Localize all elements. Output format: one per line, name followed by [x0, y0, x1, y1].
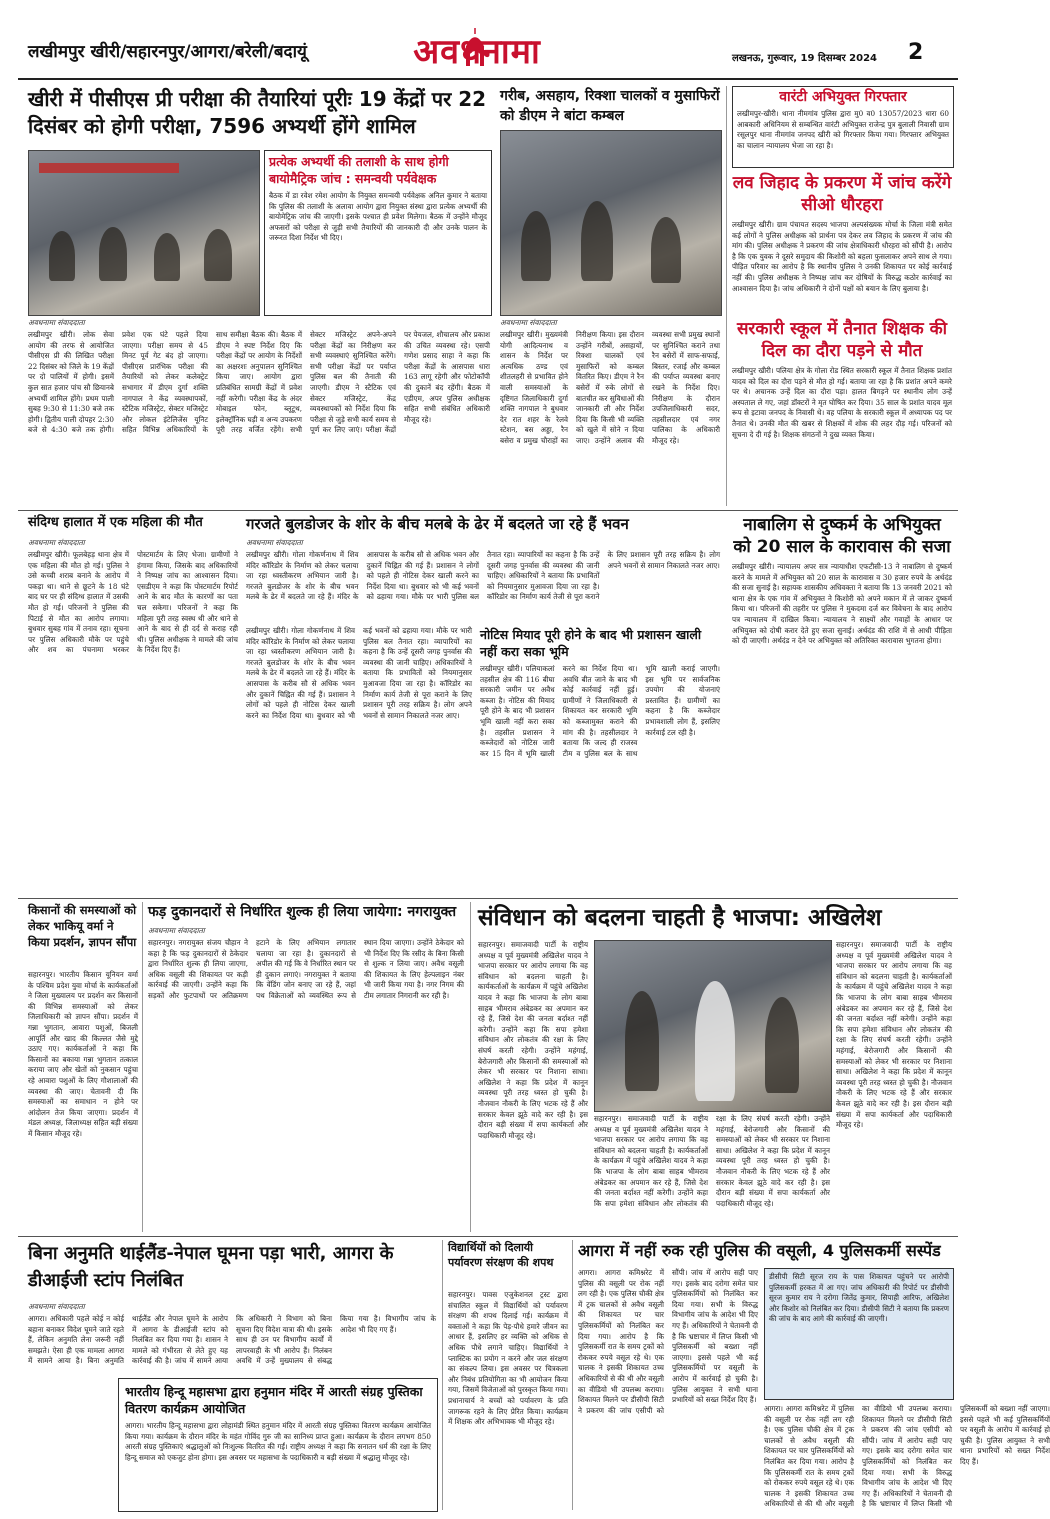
masthead-logo: [392, 26, 562, 74]
police-body: आगरा। आगरा कमिश्नरेट में पुलिस की वसूली पर रोक नहीं लग रही है। एक पुलिस चौकी क्षेत्र में ट्रक चालकों से अवैध वसूली की शिकायत पर चार पुलिसकर्मियों को निलंबित कर दिया गया। आरोप है कि पुलिसकर्मी रात के समय ट्रकों को रोककर रुपये वसूल रहे थे। एक चालक ने इसकी शिकायत उच्च अधिकारियों से की थी और वसूली का वीडियो भी उपलब्ध कराया। शिकायत मिलने पर डीसीपी सिटी ने प्रकरण की जांच एसीपी को सौंपी। जांच में आरोप सही पाए गए। इसके बाद दरोगा समेत चार पुलिसकर्मियों को निलंबित कर दिया गया। सभी के विरुद्ध विभागीय जांच के आदेश भी दिए गए हैं। अधिकारियों ने चेतावनी दी है कि भ्रष्टाचार में लिप्त किसी भी पुलिसकर्मी को बख्शा नहीं जाएगा। इससे पहले भी कई पुलिसकर्मियों पर वसूली के आरोप में कार्रवाई हो चुकी है। पुलिस आयुक्त ने सभी थाना प्रभारियों को सख्त निर्देश दिए हैं।: [578, 1268, 759, 1415]
column-divider-5: [572, 1240, 573, 1510]
bulldozer-body: लखीमपुर खीरी। गोला गोकर्णनाथ में शिव मंदिर कॉरिडोर के निर्माण को लेकर चलाया जा रहा ध्वस्तीकरण अभियान जारी है। गरजते बुलडोजर के शोर के बीच भवन मलबे के ढेर में बदलते जा रहे हैं। मंदिर के आसपास के करीब सौ से अधिक भवन और दुकानें चिह्नित की गई हैं। प्रशासन ने लोगों को पहले ही नोटिस देकर खाली करने का निर्देश दिया था। बुधवार को भी कई भवनों को ढहाया गया। मौके पर भारी पुलिस बल तैनात रहा। व्यापारियों का कहना है कि उन्हें दूसरी जगह पुनर्वास की व्यवस्था की जानी चाहिए। अधिकारियों ने बताया कि प्रभावितों को नियमानुसार मुआवजा दिया जा रहा है। कॉरिडोर का निर्माण कार्य तेजी से पूरा कराने के लिए प्रशासन पूरी तरह सक्रिय है। लोग अपने भवनों से सामान निकालते नजर आए।: [246, 550, 720, 602]
farmers-story: [28, 902, 138, 1232]
lead-headline: खीरी में पीसीएस प्री परीक्षा की तैयारियां पूरीः 19 केंद्रों पर 22 दिसंबर को होगी परीक्षा, 7596 अभ्यर्थी होंगे शामिल: [28, 87, 487, 138]
constitution-photo: [594, 940, 832, 1112]
love-jihad-body: लखीमपुर खीरी। ग्राम पंचायत सदस्य भाजपा अल्पसंख्यक मोर्चा के जिला मंत्री समेत कई लोगों ने पुलिस अधीक्षक को प्रार्थना पत्र देकर लव जिहाद के प्रकरण में जांच की मांग की। पुलिस अधीक्षक ने प्रकरण की जांच क्षेत्राधिकारी धौरहरा को सौंपी है। आरोप है कि एक युवक ने दूसरे समुदाय की किशोरी को बहला फुसलाकर अपने साथ ले गया। पीड़ित परिवार का आरोप है कि स्थानीय पुलिस ने उनकी शिकायत पर कोई कार्रवाई नहीं की। पुलिस अधीक्षक ने निष्पक्ष जांच कर दोषियों के विरुद्ध कठोर कार्रवाई का आश्वासन दिया है। जांच अधिकारी ने दोनों पक्षों को बयान के लिए बुलाया है।: [732, 220, 952, 293]
police-body-cont: आगरा। आगरा कमिश्नरेट में पुलिस की वसूली पर रोक नहीं लग रही है। एक पुलिस चौकी क्षेत्र में ट्रक चालकों से अवैध वसूली की शिकायत पर चार पुलिसकर्मियों को निलंबित कर दिया गया। आरोप है कि पुलिसकर्मी रात के समय ट्रकों को रोककर रुपये वसूल रहे थे। एक चालक ने इसकी शिकायत उच्च अधिकारियों से की थी और वसूली का वीडियो भी उपलब्ध कराया। शिकायत मिलने पर डीसीपी सिटी ने प्रकरण की जांच एसीपी को सौंपी। जांच में आरोप सही पाए गए। इसके बाद दरोगा समेत चार पुलिसकर्मियों को निलंबित कर दिया गया। सभी के विरुद्ध विभागीय जांच के आदेश भी दिए गए हैं। अधिकारियों ने चेतावनी दी है कि भ्रष्टाचार में लिप्त किसी भी पुलिसकर्मी को बख्शा नहीं जाएगा। इससे पहले भी कई पुलिसकर्मियों पर वसूली के आरोप में कार्रवाई हो चुकी है। पुलिस आयुक्त ने सभी थाना प्रभारियों को सख्त निर्देश दिए हैं।: [764, 1404, 1050, 1509]
shops-story: [148, 902, 464, 1232]
police-headline: आगरा में नहीं रुक रही पुलिस की वसूली, 4 पुलिसकर्मी सस्पेंड: [578, 1241, 941, 1260]
column-divider-4: [442, 1240, 443, 1510]
teacher-body: लखीमपुर खीरी। पलिया क्षेत्र के गोला रोड स्थित सरकारी स्कूल में तैनात शिक्षक प्रशांत यादव को दिल का दौरा पड़ने से मौत हो गई। बताया जा रहा है कि प्रशांत अपने कमरे पर थे। अचानक उन्हें दिल का दौरा पड़ा। हालत बिगड़ने पर स्थानीय लोग उन्हें अस्पताल ले गए, जहां डॉक्टरों ने मृत घोषित कर दिया। 35 साल के प्रशांत यादव मूल रूप से इटावा जनपद के निवासी थे। वह पलिया के सरकारी स्कूल में अध्यापक पद पर तैनात थे। उनकी मौत की खबर से शिक्षकों में शोक की लहर दौड़ गई। परिजनों को सूचना दे दी गई है। शिक्षक संगठनों ने दुख व्यक्त किया।: [732, 366, 952, 439]
warrant-headline: वारंटी अभियुक्त गिरफ्तार: [779, 89, 907, 105]
section-rule-1: [18, 510, 958, 511]
masthead-dateline: लखनऊ, गुरूवार, 19 दिसम्बर 2024: [732, 53, 877, 64]
blanket-photo: [500, 130, 722, 316]
warrant-story: [732, 86, 954, 168]
farmers-body: सहारनपुर। भारतीय किसान यूनियन वर्मा के पश्चिम प्रदेश युवा मोर्चा के कार्यकर्ताओं ने जिला मुख्यालय पर प्रदर्शन कर किसानों की विभिन्न समस्याओं को लेकर जिलाधिकारी को ज्ञापन सौंपा। प्रदर्शन में गन्ना भुगतान, आवारा पशुओं, बिजली आपूर्ति और खाद की किल्लत जैसे मुद्दे उठाए गए। कार्यकर्ताओं ने कहा कि किसानों का बकाया गन्ना भुगतान तत्काल कराया जाए और खेतों को नुकसान पहुंचा रहे आवारा पशुओं के लिए गौशालाओं की व्यवस्था की जाए। चेतावनी दी कि समस्याओं का समाधान न होने पर आंदोलन तेज किया जाएगा। प्रदर्शन में मंडल अध्यक्ष, जिलाध्यक्ष सहित बड़ी संख्या में किसान मौजूद रहे।: [28, 970, 138, 1138]
bulldozer-headline: गरजते बुलडोजर के शोर के बीच मलबे के ढेर में बदलते जा रहे हैं भवन: [246, 515, 629, 533]
section-rule-2: [18, 898, 958, 899]
shops-headline: फड़ दुकानदारों से निर्धारित शुल्क ही लिया जायेगा: नगरायुक्त: [148, 904, 457, 920]
constitution-body-right: सहारनपुर। समाजवादी पार्टी के राष्ट्रीय अध्यक्ष व पूर्व मुख्यमंत्री अखिलेश यादव ने भाजपा सरकार पर आरोप लगाया कि वह संविधान को बदलना चाहती है। कार्यकर्ताओं के कार्यक्रम में पहुंचे अखिलेश यादव ने कहा कि भाजपा के लोग बाबा साहब भीमराव अंबेडकर का अपमान कर रहे हैं, जिसे देश की जनता बर्दाश्त नहीं करेगी। उन्होंने कहा कि सपा हमेशा संविधान और लोकतंत्र की रक्षा के लिए संघर्ष करती रहेगी। उन्होंने महंगाई, बेरोजगारी और किसानों की समस्याओं को लेकर भी सरकार पर निशाना साधा। अखिलेश ने कहा कि प्रदेश में कानून व्यवस्था पूरी तरह ध्वस्त हो चुकी है। नौजवान नौकरी के लिए भटक रहे हैं और सरकार केवल झूठे वादे कर रही है। इस दौरान बड़ी संख्या में सपा कार्यकर्ता और पदाधिकारी मौजूद रहे।: [836, 940, 952, 1130]
aarti-headline: भारतीय हिन्दू महासभा द्वारा हनुमान मंदिर में आरती संग्रह पुस्तिका वितरण कार्यक्रम आयोजित: [125, 1384, 423, 1416]
love-jihad-headline: लव जिहाद के प्रकरण में जांच करेंगे सीओ धौरहरा: [732, 173, 952, 215]
shops-body: सहारनपुर। नगरायुक्त संजय चौहान ने कहा है कि फड़ दुकानदारों से ठेकेदार द्वारा निर्धारित शुल्क ही लिया जाएगा, अधिक वसूली की शिकायत पर कड़ी कार्रवाई की जाएगी। उन्होंने कहा कि सड़कों और फुटपाथों पर अतिक्रमण हटाने के लिए अभियान लगातार चलाया जा रहा है। दुकानदारों से अपील की गई कि वे निर्धारित स्थान पर ही दुकान लगाएं। नगरायुक्त ने बताया कि वेंडिंग जोन बनाए जा रहे हैं, जहां पथ विक्रेताओं को व्यवस्थित रूप से स्थान दिया जाएगा। उन्होंने ठेकेदार को भी निर्देश दिए कि रसीद के बिना किसी से शुल्क न लिया जाए। अवैध वसूली की शिकायत के लिए हेल्पलाइन नंबर भी जारी किया गया है। नगर निगम की टीम लगातार निगरानी कर रही है।: [148, 938, 464, 1000]
notice-headline: नोटिस मियाद पूरी होने के बाद भी प्रशासन खाली नहीं करा सका भूमि: [480, 627, 702, 659]
blanket-headline: गरीब, असहाय, रिक्शा चालकों व मुसाफिरों को डीएम ने बांटा कम्बल: [500, 88, 720, 124]
minor-headline: नाबालिग से दुष्कर्म के अभियुक्त को 20 साल के कारावास की सजा: [733, 515, 951, 557]
minor-story: [732, 514, 952, 894]
section-rule-3: [18, 1236, 958, 1237]
environment-story: [448, 1240, 568, 1510]
constitution-body-bottom: सहारनपुर। समाजवादी पार्टी के राष्ट्रीय अध्यक्ष व पूर्व मुख्यमंत्री अखिलेश यादव ने भाजपा सरकार पर आरोप लगाया कि वह संविधान को बदलना चाहती है। कार्यकर्ताओं के कार्यक्रम में पहुंचे अखिलेश यादव ने कहा कि भाजपा के लोग बाबा साहब भीमराव अंबेडकर का अपमान कर रहे हैं, जिसे देश की जनता बर्दाश्त नहीं करेगी। उन्होंने कहा कि सपा हमेशा संविधान और लोकतंत्र की रक्षा के लिए संघर्ष करती रहेगी। उन्होंने महंगाई, बेरोजगारी और किसानों की समस्याओं को लेकर भी सरकार पर निशाना साधा। अखिलेश ने कहा कि प्रदेश में कानून व्यवस्था पूरी तरह ध्वस्त हो चुकी है। नौजवान नौकरी के लिए भटक रहे हैं और सरकार केवल झूठे वादे कर रही है। इस दौरान बड़ी संख्या में सपा कार्यकर्ता और पदाधिकारी मौजूद रहे।: [594, 1114, 830, 1208]
blanket-byline: अवधनामा संवाददाता: [500, 318, 557, 327]
shops-byline: अवधनामा संवाददाता: [148, 926, 205, 935]
police-story: [578, 1240, 1050, 1510]
column-divider-3: [470, 902, 471, 1232]
police-highlight: डीसीपी सिटी सूरज राय के पास शिकायत पहुंचने पर आरोपी पुलिसकर्मी हरकत में आ गए। जांच अधिकारी की रिपोर्ट पर डीसीपी सूरज कुमार राय ने दरोगा जितेंद्र कुमार, सिपाही आरिफ, अखिलेश और किशोर को निलंबित कर दिया। डीसीपी सिटी ने बताया कि प्रकरण की जांच के बाद आगे की कार्रवाई की जाएगी।: [769, 1272, 949, 1324]
lead-sub-box: [264, 150, 492, 316]
aarti-body: आगरा। भारतीय हिन्दू महासभा द्वारा लोहामंडी स्थित हनुमान मंदिर में आरती संग्रह पुस्तिका वितरण कार्यक्रम आयोजित किया गया। कार्यक्रम के दौरान मंदिर के महंत गोविंद गुरु जी का सानिध्य प्राप्त हुआ। कार्यक्रम के दौरान लगभग 850 आरती संग्रह पुस्तिकाएं श्रद्धालुओं को निःशुल्क वितरित की गईं। राष्ट्रीय अध्यक्ष ने कहा कि सनातन धर्म की रक्षा के लिए हिन्दू समाज को एकजुट होना होगा। इस अवसर पर महासभा के पदाधिकारी व बड़ी संख्या में श्रद्धालु मौजूद रहे।: [125, 1421, 431, 1462]
police-highlight-box: [764, 1268, 954, 1400]
lead-sub-body: बैठक में डा रवेश रमेश आयोग के नियुक्त समन्वयी पर्यवेक्षक अनिल कुमार ने बताया कि पुलिस की तलाशी के अलावा आयोग द्वारा नियुक्त संस्था द्वारा प्रत्येक अभ्यर्थी की बायोमेट्रिक जांच की जाएगी। इसके पश्चात ही प्रवेश मिलेगा। बैठक में उन्होंने मौजूद अफसरों को परीक्षा से जुड़ी सभी तैयारियों की जानकारी दी और उनके पालन के जरूरत दिशा निर्देश भी दिए।: [269, 191, 487, 243]
lead-byline: अवधनामा संवाददाता: [28, 318, 85, 327]
lead-photo: [28, 150, 260, 316]
dig-byline: अवधनामा संवाददाता: [28, 1302, 85, 1311]
teacher-headline: सरकारी स्कूल में तैनात शिक्षक की दिल का दौरा पड़ने से मौत: [736, 319, 948, 361]
constitution-headline: संविधान को बदलना चाहती है भाजपा: अखिलेश: [478, 905, 882, 931]
masthead-rule: [18, 78, 958, 80]
woman-death-body: लखीमपुर खीरी। फूलबेहड़ थाना क्षेत्र में एक महिला की मौत हो गई। पुलिस ने उसे कच्ची शराब बनाने के आरोप में पकड़ा था। थाने से छूटने के 18 घंटे बाद घर पर ही संदिग्ध हालात में उसकी मौत हो गई। परिजनों ने पुलिस की पिटाई से मौत का आरोप लगाया। बुधवार सुबह गांव में तनाव रहा। सूचना पर पुलिस अधिकारी मौके पर पहुंचे और शव का पंचनामा भरकर पोस्टमार्टम के लिए भेजा। ग्रामीणों ने हंगामा किया, जिसके बाद अधिकारियों ने निष्पक्ष जांच का आश्वासन दिया। एसडीएम ने कहा कि पोस्टमार्टम रिपोर्ट आने के बाद मौत के कारणों का पता चल सकेगा। परिजनों ने कहा कि महिला पूरी तरह स्वस्थ थी और थाने से आने के बाद से ही दर्द से कराह रही थी। पुलिस अधीक्षक ने मामले की जांच के निर्देश दिए हैं।: [28, 550, 238, 655]
environment-body: सहारनपुर। पावस एजुकेशनल ट्रस्ट द्वारा संचालित स्कूल में विद्यार्थियों को पर्यावरण संरक्षण की शपथ दिलाई गई। कार्यक्रम में वक्ताओं ने कहा कि पेड़-पौधे हमारे जीवन का आधार हैं, इसलिए हर व्यक्ति को अधिक से अधिक पौधे लगाने चाहिए। विद्यार्थियों ने प्लास्टिक का प्रयोग न करने और जल संरक्षण का संकल्प लिया। इस अवसर पर चित्रकला और निबंध प्रतियोगिता का भी आयोजन किया गया, जिसमें विजेताओं को पुरस्कृत किया गया। प्रधानाचार्य ने बच्चों को पर्यावरण के प्रति जागरूक रहने के लिए प्रेरित किया। कार्यक्रम में शिक्षक और अभिभावक भी मौजूद रहे।: [448, 1290, 568, 1427]
woman-death-byline: अवधनामा संवाददाता: [28, 538, 85, 547]
minor-body: लखीमपुर खीरी। न्यायालय अपर सत्र न्यायाधीश एफटीसी-13 ने नाबालिग से दुष्कर्म करने के मामले में अभियुक्त को 20 साल के कारावास व 30 हजार रुपये के अर्थदंड की सजा सुनाई है। सहायक शासकीय अधिवक्ता ने बताया कि 13 जनवरी 2021 को थाना क्षेत्र के एक गांव में अभियुक्त ने किशोरी को अपने मकान में ले जाकर दुष्कर्म किया था। परिजनों की तहरीर पर पुलिस ने मुकदमा दर्ज कर विवेचना के बाद आरोप पत्र न्यायालय में दाखिल किया। न्यायालय ने साक्ष्यों और गवाहों के आधार पर अभियुक्त को दोषी करार देते हुए सजा सुनाई। अर्थदंड की राशि में से आधी पीड़िता को दी जाएगी। अर्थदंड न देने पर अभियुक्त को अतिरिक्त कारावास भुगतना होगा।: [732, 562, 952, 646]
masthead-cities: लखीमपुर खीरी/सहारनपुर/आगरा/बरेली/बदायूं: [28, 42, 307, 62]
logo-text: अवधनामा: [413, 32, 541, 72]
notice-story: [480, 626, 720, 894]
constitution-body-left: सहारनपुर। समाजवादी पार्टी के राष्ट्रीय अध्यक्ष व पूर्व मुख्यमंत्री अखिलेश यादव ने भाजपा सरकार पर आरोप लगाया कि वह संविधान को बदलना चाहती है। कार्यकर्ताओं के कार्यक्रम में पहुंचे अखिलेश यादव ने कहा कि भाजपा के लोग बाबा साहब भीमराव अंबेडकर का अपमान कर रहे हैं, जिसे देश की जनता बर्दाश्त नहीं करेगी। उन्होंने कहा कि सपा हमेशा संविधान और लोकतंत्र की रक्षा के लिए संघर्ष करती रहेगी। उन्होंने महंगाई, बेरोजगारी और किसानों की समस्याओं को लेकर भी सरकार पर निशाना साधा। अखिलेश ने कहा कि प्रदेश में कानून व्यवस्था पूरी तरह ध्वस्त हो चुकी है। नौजवान नौकरी के लिए भटक रहे हैं और सरकार केवल झूठे वादे कर रही है। इस दौरान बड़ी संख्या में सपा कार्यकर्ता और पदाधिकारी मौजूद रहे।: [478, 940, 588, 1140]
dig-body: आगरा। अधिकारी पहले कोई न कोई बहाना बनाकर विदेश घूमने जाते रहते हैं, लेकिन अनुमति लेना जरूरी नहीं समझते। ऐसा ही एक मामला आगरा में सामने आया है। बिना अनुमति थाईलैंड और नेपाल घूमने के आरोप में आगरा के डीआईजी स्टांप को निलंबित कर दिया गया है। शासन ने मामले को गंभीरता से लेते हुए यह कार्रवाई की है। जांच में सामने आया कि अधिकारी ने विभाग को बिना सूचना दिए विदेश यात्रा की थी। इसके साथ ही उन पर विभागीय कार्यों में लापरवाही के भी आरोप हैं। निलंबन अवधि में उन्हें मुख्यालय से संबद्ध किया गया है। विभागीय जांच के आदेश भी दिए गए हैं।: [28, 1314, 436, 1366]
dig-headline: बिना अनुमति थाईलैंड-नेपाल घूमना पड़ा भारी, आगरा के डीआईजी स्टांप निलंबित: [28, 1243, 394, 1291]
blanket-body: लखीमपुर खीरी। मुख्यमंत्री योगी आदित्यनाथ व शासन के निर्देश पर अत्यधिक ठण्ड एवं शीतलहरी से प्रभावित होने वाली समस्याओं के दृष्टिगत जिलाधिकारी दुर्गा शक्ति नागपाल ने बुधवार देर रात शहर के रेलवे स्टेशन, बस अड्डा, रैन बसेरा व प्रमुख चौराहों का निरीक्षण किया। इस दौरान उन्होंने गरीबों, असहायों, रिक्शा चालकों एवं मुसाफिरों को कम्बल वितरित किए। डीएम ने रैन बसेरों में रुके लोगों से बातचीत कर सुविधाओं की जानकारी ली और निर्देश दिया कि किसी भी व्यक्ति को खुले में सोने न दिया जाए। उन्होंने अलाव की व्यवस्था सभी प्रमुख स्थानों पर सुनिश्चित कराने तथा रैन बसेरों में साफ-सफाई, बिस्तर, रजाई और कम्बल की पर्याप्त व्यवस्था बनाए रखने के निर्देश दिए। निरीक्षण के दौरान उपजिलाधिकारी सदर, तहसीलदार एवं नगर पालिका के अधिकारी मौजूद रहे।: [500, 330, 720, 445]
farmers-headline: किसानों की समस्याओं को लेकर भाकियू वर्मा ने किया प्रदर्शन, ज्ञापन सौंपा: [28, 903, 137, 949]
lead-story: [28, 86, 490, 506]
lead-body: लखीमपुर खीरी। लोक सेवा आयोग की तरफ से आयोजित पीसीएस प्री की लिखित परीक्षा 22 दिसंबर को जिले के 19 केंद्रों पर दो पालियों में होगी। इसमें कुल सात हजार पांच सौ छियानबे अभ्यर्थी शामिल होंगे। प्रथम पाली सुबह 9:30 से 11:30 बजे तक होगी। द्वितीय पाली दोपहर 2:30 बजे से 4:30 बजे तक होगी। प्रवेश एक घंटे पहले दिया जाएगा। परीक्षा समय से 45 मिनट पूर्व गेट बंद हो जाएगा। पीसीएस प्रारंभिक परीक्षा की तैयारियों को लेकर कलेक्ट्रेट सभागार में डीएम दुर्गा शक्ति नागपाल ने केंद्र व्यवस्थापकों, स्टैटिक मजिस्ट्रेट, सेक्टर मजिस्ट्रेट और लोकल इंटेलिजेंस यूनिट सहित विभिन्न अधिकारियों के साथ समीक्षा बैठक की। बैठक में डीएम ने स्पष्ट निर्देश दिए कि परीक्षा केंद्रों पर आयोग के निर्देशों का अक्षरशः अनुपालन सुनिश्चित किया जाए। आयोग द्वारा प्रतिबंधित सामग्री केंद्रों में प्रवेश नहीं करेगी। परीक्षा केंद्र के अंदर मोबाइल फोन, ब्लूटूथ, इलेक्ट्रॉनिक घड़ी व अन्य उपकरण पूरी तरह वर्जित रहेंगे। सभी सेक्टर मजिस्ट्रेट अपने-अपने परीक्षा केंद्रों का निरीक्षण कर सभी व्यवस्थाएं सुनिश्चित करेंगे। सभी परीक्षा केंद्रों पर पर्याप्त पुलिस बल की तैनाती की जाएगी। डीएम ने स्टैटिक एवं सेक्टर मजिस्ट्रेट, केंद्र व्यवस्थापकों को निर्देश दिया कि परीक्षा से जुड़े सभी कार्य समय से पूर्ण कर लिए जाएं। परीक्षा केंद्रों पर पेयजल, शौचालय और प्रकाश की उचित व्यवस्था रहे। एसपी गणेश प्रसाद साहा ने कहा कि परीक्षा केंद्रों के आसपास धारा 163 लागू रहेगी और फोटोकॉपी की दुकानें बंद रहेंगी। बैठक में एडीएम, अपर पुलिस अधीक्षक सहित सभी संबंधित अधिकारी मौजूद रहे।: [28, 330, 490, 435]
warrant-body: लखीमपुर-खीरी। थाना नीमगांव पुलिस द्वारा मु0 व0 13057/2023 धारा 60 आबकारी अधिनियम से सम्बन्धित वारंटी अभियुक्त राजेन्द्र पुत्र बुलाली निवासी ग्राम रसूलपुर थाना नीमगांव जनपद खीरी को गिरफ्तार किया गया। गिरफ्तार अभियुक्त का चालान न्यायालय भेजा जा रहा है।: [737, 109, 949, 150]
aarti-story: [118, 1378, 438, 1512]
page-number: 2: [908, 40, 924, 65]
woman-death-story: [28, 514, 238, 894]
notice-body: लखीमपुर खीरी। पलियाकलां तहसील क्षेत्र की 116 बीघा सरकारी जमीन पर अवैध कब्जा है। नोटिस की मियाद पूरी होने के बाद भी प्रशासन भूमि खाली नहीं करा सका है। तहसील प्रशासन ने कब्जेदारों को नोटिस जारी कर 15 दिन में भूमि खाली करने का निर्देश दिया था। अवधि बीत जाने के बाद भी कोई कार्रवाई नहीं हुई। ग्रामीणों ने जिलाधिकारी से शिकायत कर सरकारी भूमि को कब्जामुक्त कराने की मांग की है। तहसीलदार ने बताया कि जल्द ही राजस्व टीम व पुलिस बल के साथ भूमि खाली कराई जाएगी। इस भूमि पर सार्वजनिक उपयोग की योजनाएं प्रस्तावित हैं। ग्रामीणों का कहना है कि कब्जेदार प्रभावशाली लोग हैं, इसलिए कार्रवाई टल रही है।: [480, 664, 720, 758]
masthead: [0, 0, 975, 80]
love-jihad-story: [732, 172, 952, 312]
teacher-story: [732, 318, 952, 506]
lead-sub-headline: प्रत्येक अभ्यर्थी की तलाशी के साथ होगी बायोमैट्रिक जांच : समन्वयी पर्यवेक्षक: [269, 154, 449, 186]
bulldozer-body-cont: लखीमपुर खीरी। गोला गोकर्णनाथ में शिव मंदिर कॉरिडोर के निर्माण को लेकर चलाया जा रहा ध्वस्तीकरण अभियान जारी है। गरजते बुलडोजर के शोर के बीच भवन मलबे के ढेर में बदलते जा रहे हैं। मंदिर के आसपास के करीब सौ से अधिक भवन और दुकानें चिह्नित की गई हैं। प्रशासन ने लोगों को पहले ही नोटिस देकर खाली करने का निर्देश दिया था। बुधवार को भी कई भवनों को ढहाया गया। मौके पर भारी पुलिस बल तैनात रहा। व्यापारियों का कहना है कि उन्हें दूसरी जगह पुनर्वास की व्यवस्था की जानी चाहिए। अधिकारियों ने बताया कि प्रभावितों को नियमानुसार मुआवजा दिया जा रहा है। कॉरिडोर का निर्माण कार्य तेजी से पूरा कराने के लिए प्रशासन पूरी तरह सक्रिय है। लोग अपने भवनों से सामान निकालते नजर आए।: [246, 626, 472, 720]
column-divider: [726, 86, 727, 506]
constitution-story: [478, 902, 952, 1232]
environment-headline: विद्यार्थियों को दिलायी पर्यावरण संरक्षण की शपथ: [448, 1241, 554, 1269]
woman-death-headline: संदिग्ध हालात में एक महिला की मौत: [28, 515, 203, 530]
column-divider-2: [142, 902, 143, 1232]
bulldozer-byline: अवधनामा संवाददाता: [246, 538, 303, 547]
blanket-story: [500, 86, 720, 506]
bulldozer-story: [246, 514, 720, 624]
